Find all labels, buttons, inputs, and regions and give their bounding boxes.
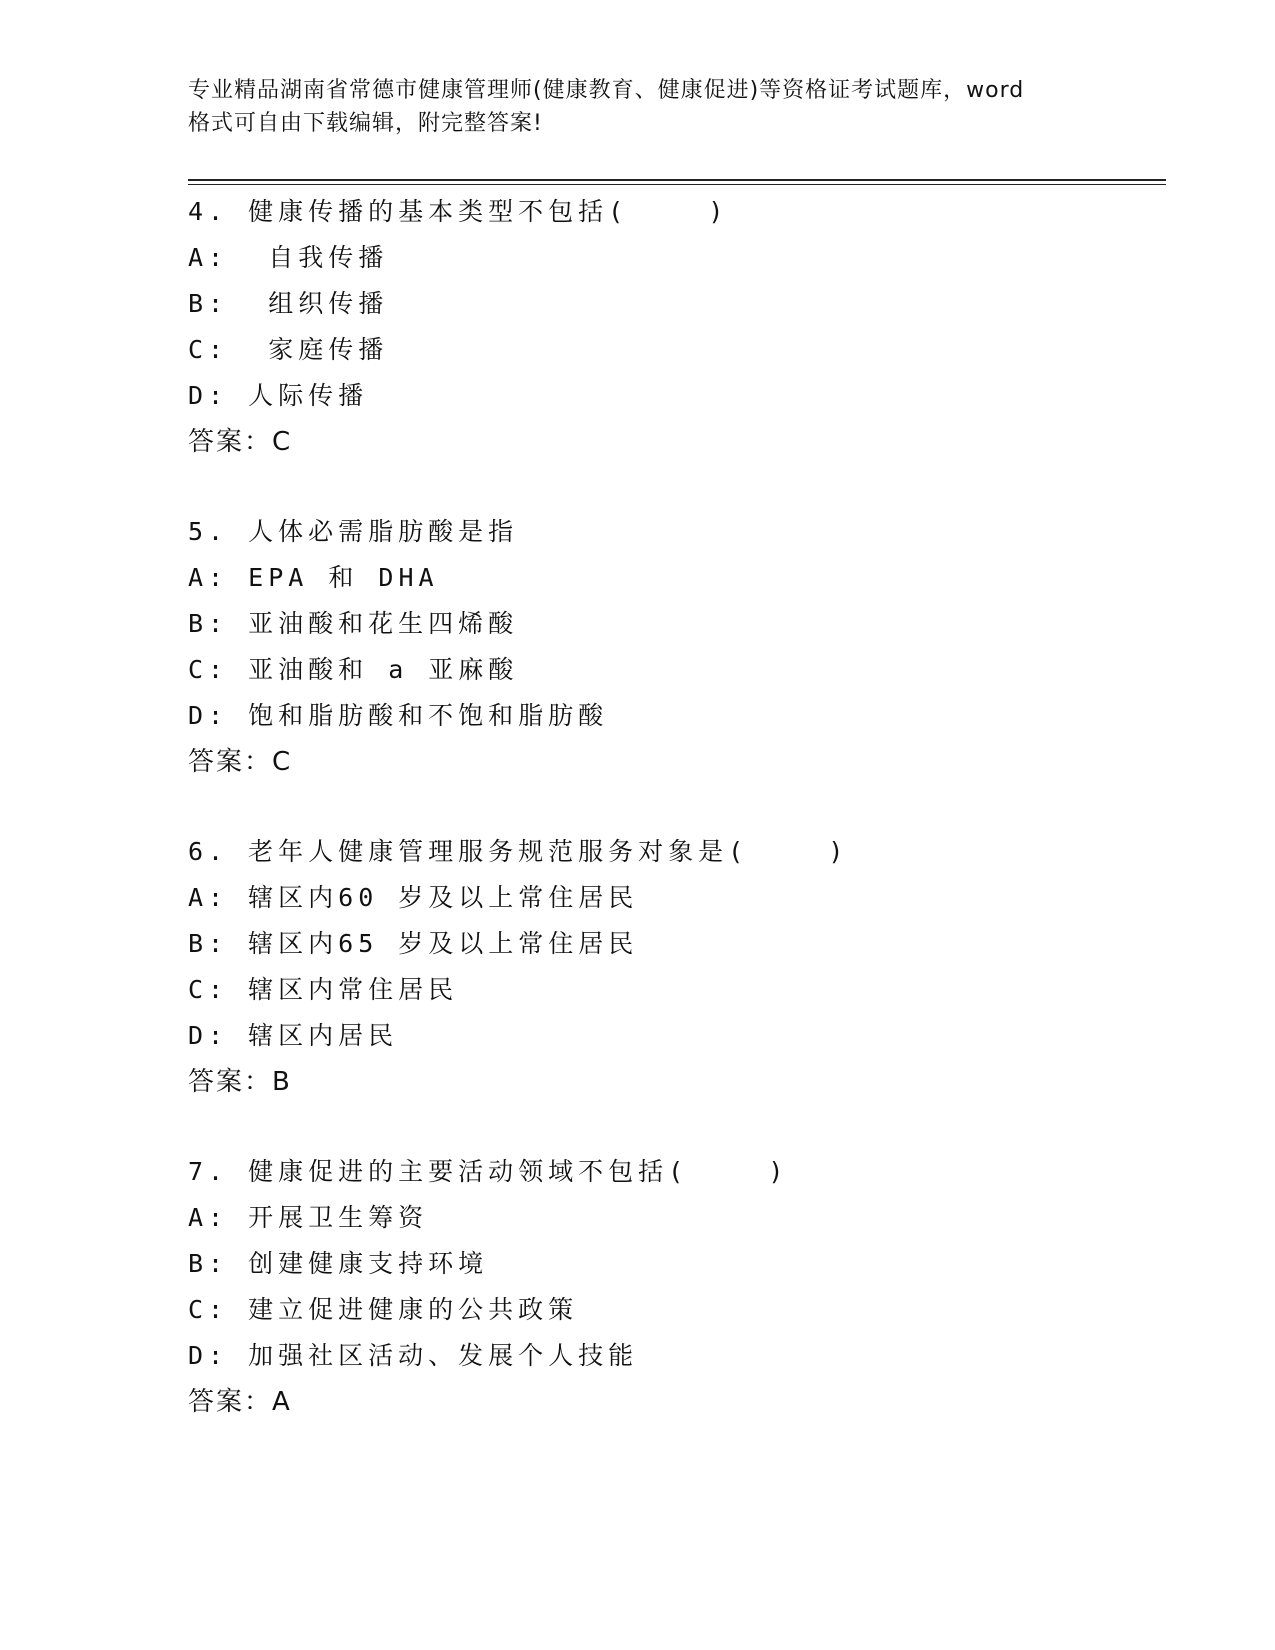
answer-value: A (272, 1387, 292, 1417)
option-c: C: 亚油酸和 a 亚麻酸 (188, 655, 519, 684)
answer-label: 答案： (188, 747, 273, 777)
header-divider-thin (188, 184, 1166, 185)
option-a: A: 开展卫生筹资 (188, 1203, 429, 1232)
option-d: D: 人际传播 (188, 381, 369, 410)
option-d: D: 饱和脂肪酸和不饱和脂肪酸 (188, 701, 609, 730)
answer-label: 答案： (188, 1067, 273, 1097)
option-b: B: 亚油酸和花生四烯酸 (188, 609, 519, 638)
answer (188, 1379, 1148, 1425)
option-a: A: 自我传播 (188, 243, 389, 272)
option-b: B: 辖区内65 岁及以上常住居民 (188, 929, 639, 958)
question-6 (188, 829, 1148, 1105)
option-a: A: EPA 和 DHA (188, 563, 439, 592)
answer (188, 419, 1148, 465)
header-line-2: 格式可自由下载编辑，附完整答案! (188, 111, 543, 136)
question-5 (188, 509, 1148, 785)
option-c: C: 建立促进健康的公共政策 (188, 1295, 579, 1324)
option-c: C: 家庭传播 (188, 335, 389, 364)
answer (188, 739, 1148, 785)
header-line-1: 专业精品湖南省常德市健康管理师(健康教育、健康促进)等资格证考试题库，word (188, 78, 1025, 103)
question-stem: 7. 健康促进的主要活动领域不包括( ) (188, 1157, 789, 1186)
option-d: D: 加强社区活动、发展个人技能 (188, 1341, 639, 1370)
header-divider-thick (188, 179, 1166, 181)
question-stem: 4. 健康传播的基本类型不包括( ) (188, 197, 729, 226)
answer-value: C (272, 747, 293, 777)
question-stem: 5. 人体必需脂肪酸是指 (188, 517, 519, 546)
option-b: B: 组织传播 (188, 289, 389, 318)
question-4 (188, 189, 1148, 465)
option-d: D: 辖区内居民 (188, 1021, 399, 1050)
answer-value: B (272, 1067, 292, 1097)
option-a: A: 辖区内60 岁及以上常住居民 (188, 883, 639, 912)
question-7 (188, 1149, 1148, 1425)
answer (188, 1059, 1148, 1105)
document-header (188, 74, 1088, 140)
option-c: C: 辖区内常住居民 (188, 975, 459, 1004)
answer-value: C (272, 427, 293, 457)
question-stem: 6. 老年人健康管理服务规范服务对象是( ) (188, 837, 849, 866)
option-b: B: 创建健康支持环境 (188, 1249, 489, 1278)
answer-label: 答案： (188, 427, 273, 457)
answer-label: 答案： (188, 1387, 273, 1417)
question-list (188, 189, 1148, 1469)
